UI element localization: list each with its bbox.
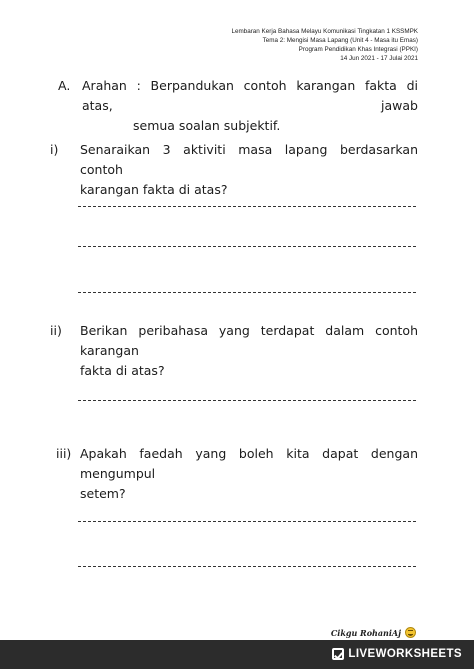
instruction-marker: A. [58, 78, 71, 93]
answer-line-3a[interactable] [78, 521, 416, 522]
question-2 [50, 321, 418, 378]
question-1-line-1: Senaraikan 3 aktiviti masa lapang berdasarkan contoh [80, 142, 418, 177]
liveworksheets-logo[interactable] [332, 648, 462, 660]
instruction-line-1: Arahan : Berpandukan contoh karangan fakta di atas, jawab [82, 78, 418, 113]
answer-line-3b[interactable] [78, 566, 416, 567]
header-line-3: Program Pendidikan Khas Integrasi (PPKI) [298, 46, 418, 53]
teacher-signature [331, 627, 416, 638]
signature-text: Cikgu RohaniAj [330, 627, 401, 638]
header-line-1: Lembaran Kerja Bahasa Melayu Komunikasi Tingkatan 1 KSSMPK [231, 28, 418, 35]
checkmark-box-icon [332, 648, 344, 660]
liveworksheets-footer [0, 640, 474, 669]
answer-line-2a[interactable] [78, 400, 416, 401]
question-1 [50, 140, 418, 197]
question-3-number: iii) [56, 446, 72, 461]
question-3-line-1: Apakah faedah yang boleh kita dapat dengan mengumpul [80, 446, 418, 481]
brand-label: LIVEWORKSHEETS [348, 648, 462, 660]
question-2-line-2: fakta di atas? [80, 363, 165, 378]
instruction-line-2: semua soalan subjektif. [133, 118, 281, 133]
smiley-emoji-icon [405, 627, 416, 638]
question-3 [56, 444, 418, 501]
worksheet-header [231, 27, 418, 63]
answer-line-1a[interactable] [78, 206, 416, 207]
question-1-number: i) [50, 142, 59, 157]
header-line-2: Tema 2: Mengisi Masa Lapang (Unit 4 - Masa itu Emas) [262, 37, 418, 44]
header-line-4: 14 Jun 2021 - 17 Julai 2021 [340, 55, 418, 62]
answer-line-1b[interactable] [78, 246, 416, 247]
question-1-line-2: karangan fakta di atas? [80, 182, 228, 197]
answer-line-1c[interactable] [78, 292, 416, 293]
instruction [58, 76, 418, 133]
question-3-line-2: setem? [80, 486, 126, 501]
question-2-line-1: Berikan peribahasa yang terdapat dalam contoh karangan [80, 323, 418, 358]
question-2-number: ii) [50, 323, 62, 338]
